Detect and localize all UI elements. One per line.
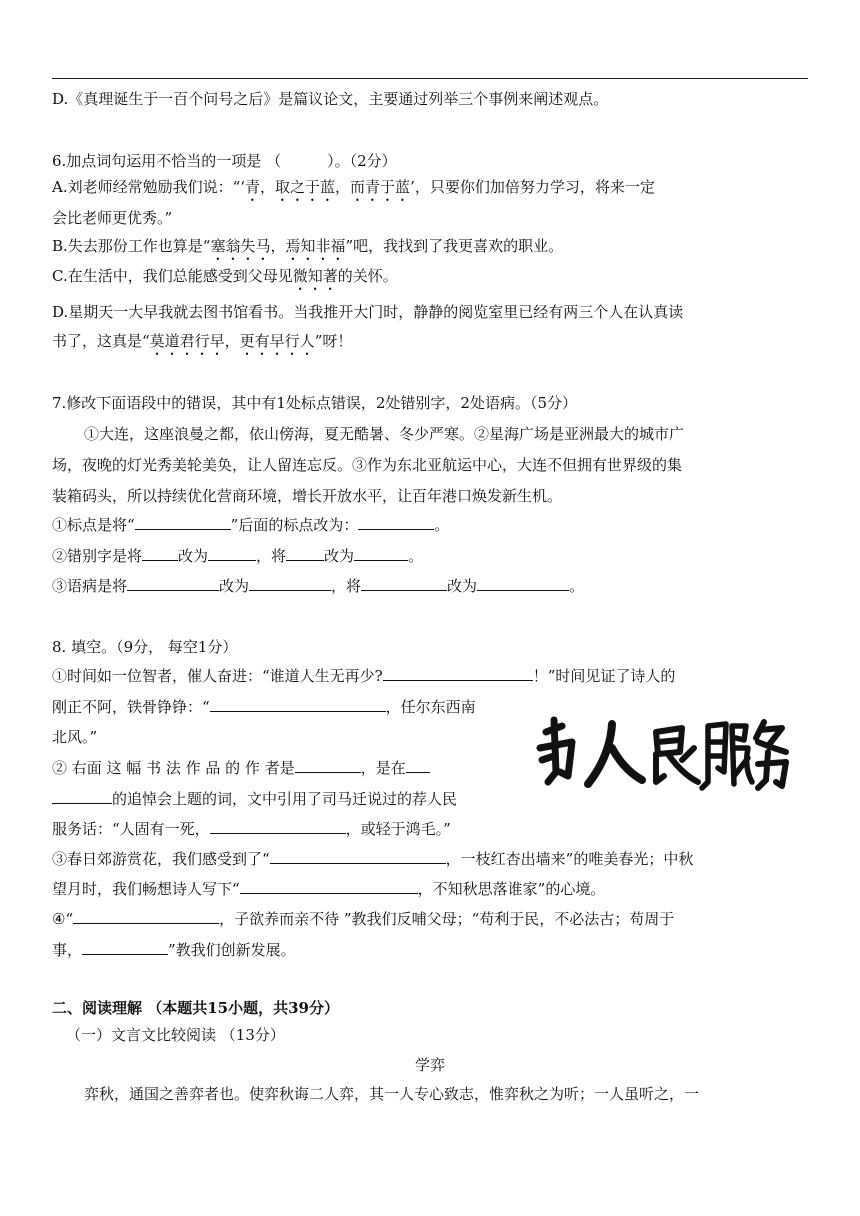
q7-blank-4[interactable] (208, 546, 256, 561)
q8-l5-post: 的追悼会上题的词，文中引用了司马迁说过的荐人民 (112, 790, 458, 808)
q6-stem (52, 151, 397, 171)
q8-stem: 8. 填空。（9分， 每空1分） (52, 638, 238, 656)
q8-l2-pre: 刚正不阿，铁骨铮铮：“ (52, 698, 210, 716)
q7-blank-3[interactable] (142, 546, 178, 561)
q6-b-dotted: 塞翁失马，焉知非福 (210, 237, 346, 255)
q6-option-d-line2 (52, 331, 352, 359)
passage-title: 学弈 (414, 1056, 445, 1074)
q8-blank-6[interactable] (270, 849, 446, 864)
q7-a2-mid: 改为 (178, 547, 209, 565)
q7-stem: 7.修改下面语段中的错误，其中有1处标点错误，2处错别字，2处语病。（5分） (52, 394, 577, 412)
q6-score: ）。（2分） (327, 152, 397, 170)
q8-l10-post: ”教我们创新发展。 (168, 941, 296, 959)
q8-l2-post: ，任尔东西南 (385, 698, 476, 716)
q8-line-9 (52, 909, 674, 929)
q6-option-c (52, 266, 398, 294)
q6-option-b (52, 236, 563, 264)
top-divider (52, 78, 808, 79)
q7-a3-pre: ③语病是将 (52, 577, 128, 595)
q6-d-dotted: 莫道君行早，更有早行人 (149, 332, 315, 350)
q8-l9-pre: ④“ (52, 910, 74, 928)
q7-a3-mid: 改为 (219, 577, 250, 595)
q7-blank-7[interactable] (127, 576, 219, 591)
q6-c-post: 的关怀。 (337, 267, 398, 285)
section2-subheading: （一）文言文比较阅读 （13分） (66, 1026, 285, 1044)
q7-a3-mid2: 改为 (447, 577, 478, 595)
q8-l8-pre: 望月时，我们畅想诗人写下“ (52, 880, 240, 898)
q6-a-post: ’，只要你们加倍努力学习，将来一定 (410, 178, 655, 196)
q6-option-a (52, 177, 655, 205)
q7-a2-pre: ②错别字是将 (52, 547, 143, 565)
q7-blank-2[interactable] (358, 515, 434, 530)
section2-heading: 二、阅读理解 （本题共15小题，共39分） (52, 999, 339, 1017)
q7-a2-end: 。 (408, 547, 424, 565)
q6-a-pre: A.刘老师经常勉励我们说：“‘ (52, 178, 246, 196)
q8-blank-2[interactable] (210, 697, 386, 712)
q8-l8-post: ，不知秋思落谁家”的心境。 (417, 880, 606, 898)
q7-blank-1[interactable] (135, 515, 231, 530)
q8-l1-post: ！”时间见证了诗人的 (532, 667, 676, 685)
q8-l4-pre: ② 右面 这 幅 书 法 作 品 的 作 者是 (52, 759, 295, 777)
q8-line-3: 北风。” (52, 728, 98, 746)
q7-answer-grammar (52, 576, 584, 596)
q7-answer-punct (52, 515, 449, 535)
q8-blank-3[interactable] (295, 758, 361, 773)
q7-answer-typo (52, 546, 423, 566)
q7-passage-2: 场，夜晚的灯光秀美轮美奂，让人留连忘反。③作为东北亚航运中心，大连不但拥有世界级的集 (52, 456, 683, 474)
q8-blank-4b[interactable] (52, 789, 112, 804)
q8-l7-post: ，一枝红杏出墙来”的唯美春光；中秋 (445, 850, 694, 868)
q8-line-6 (52, 819, 451, 839)
q8-blank-8[interactable] (73, 909, 219, 924)
q6-a-dotted: 青，取之于蓝，而青于蓝 (245, 178, 411, 196)
q8-blank-4a[interactable] (406, 758, 430, 773)
q8-line-4 (52, 758, 430, 778)
q6-d-pre: 书了，这真是“ (52, 332, 150, 350)
q6-c-dotted: 微知著 (292, 267, 338, 285)
q7-passage-3: 装箱码头，所以持续优化营商环境，增长开放水平，让百年港口焕发新生机。 (52, 487, 563, 505)
q8-line-10 (52, 940, 296, 960)
q6-stem-text: 6.加点词句运用不恰当的一项是 （ (52, 152, 282, 170)
q7-a1-end: 。 (434, 516, 450, 534)
q7-a3-end: 。 (569, 577, 585, 595)
q7-a2-mid2: 改为 (324, 547, 355, 565)
q6-d-post: ”呀！ (314, 332, 353, 350)
q6-c-pre: C.在生活中，我们总能感受到父母见 (52, 267, 293, 285)
q8-blank-7[interactable] (240, 879, 418, 894)
q7-blank-6[interactable] (354, 546, 408, 561)
q8-line-5 (52, 789, 457, 809)
q8-l1-pre: ①时间如一位智者，催人奋进：“谁道人生无再少? (52, 667, 383, 685)
q6-option-d-line1: D.星期天一大早我就去图书馆看书。当我推开大门时，静静的阅览室里已经有两三个人在认真读 (52, 303, 684, 321)
q8-line-7 (52, 849, 693, 869)
q8-line-2 (52, 697, 476, 717)
q8-l10-pre: 事， (52, 941, 83, 959)
q7-a1-pre: ①标点是将“ (52, 516, 135, 534)
q8-blank-5[interactable] (210, 819, 346, 834)
q7-a1-mid: ”后面的标点改为： (230, 516, 359, 534)
q7-blank-8[interactable] (249, 576, 331, 591)
q6-option-a-cont: 会比老师更优秀。” (52, 209, 173, 227)
q7-a2-sep: ，将 (256, 547, 287, 565)
passage-text: 弈秋，通国之善弈者也。使弈秋诲二人弈，其一人专心致志，惟弈秋之为听；一人虽听之，一 (84, 1085, 700, 1103)
q8-line-8 (52, 879, 605, 899)
q5-option-d: D.《真理诞生于一百个问号之后》是篇议论文，主要通过列举三个事例来阐述观点。 (52, 90, 609, 108)
q7-blank-9[interactable] (361, 576, 447, 591)
q8-blank-1[interactable] (383, 666, 533, 681)
calligraphy-image (532, 712, 790, 804)
q8-l7-pre: ③春日郊游赏花，我们感受到了“ (52, 850, 270, 868)
q6-b-post: ”吧，我找到了我更喜欢的职业。 (345, 237, 564, 255)
q7-passage-1: ①大连，这座浪曼之都，依山傍海，夏无酷暑、冬少严寒。②星海广场是亚洲最大的城市广 (84, 425, 685, 443)
q8-l6-post: ，或轻于鸿毛。” (345, 820, 451, 838)
q6-b-pre: B.失去那份工作也算是“ (52, 237, 211, 255)
q8-l6-pre: 服务话：“人固有一死， (52, 820, 210, 838)
q7-a3-sep: ，将 (331, 577, 362, 595)
q8-blank-9[interactable] (82, 940, 168, 955)
q8-l4-mid: ，是在 (360, 759, 406, 777)
q8-l9-post: ，子欲养而亲不待 ”教我们反哺父母；“苟利于民，不必法古；苟周于 (219, 910, 675, 928)
q7-blank-10[interactable] (477, 576, 569, 591)
q8-line-1 (52, 666, 675, 686)
q7-blank-5[interactable] (286, 546, 324, 561)
